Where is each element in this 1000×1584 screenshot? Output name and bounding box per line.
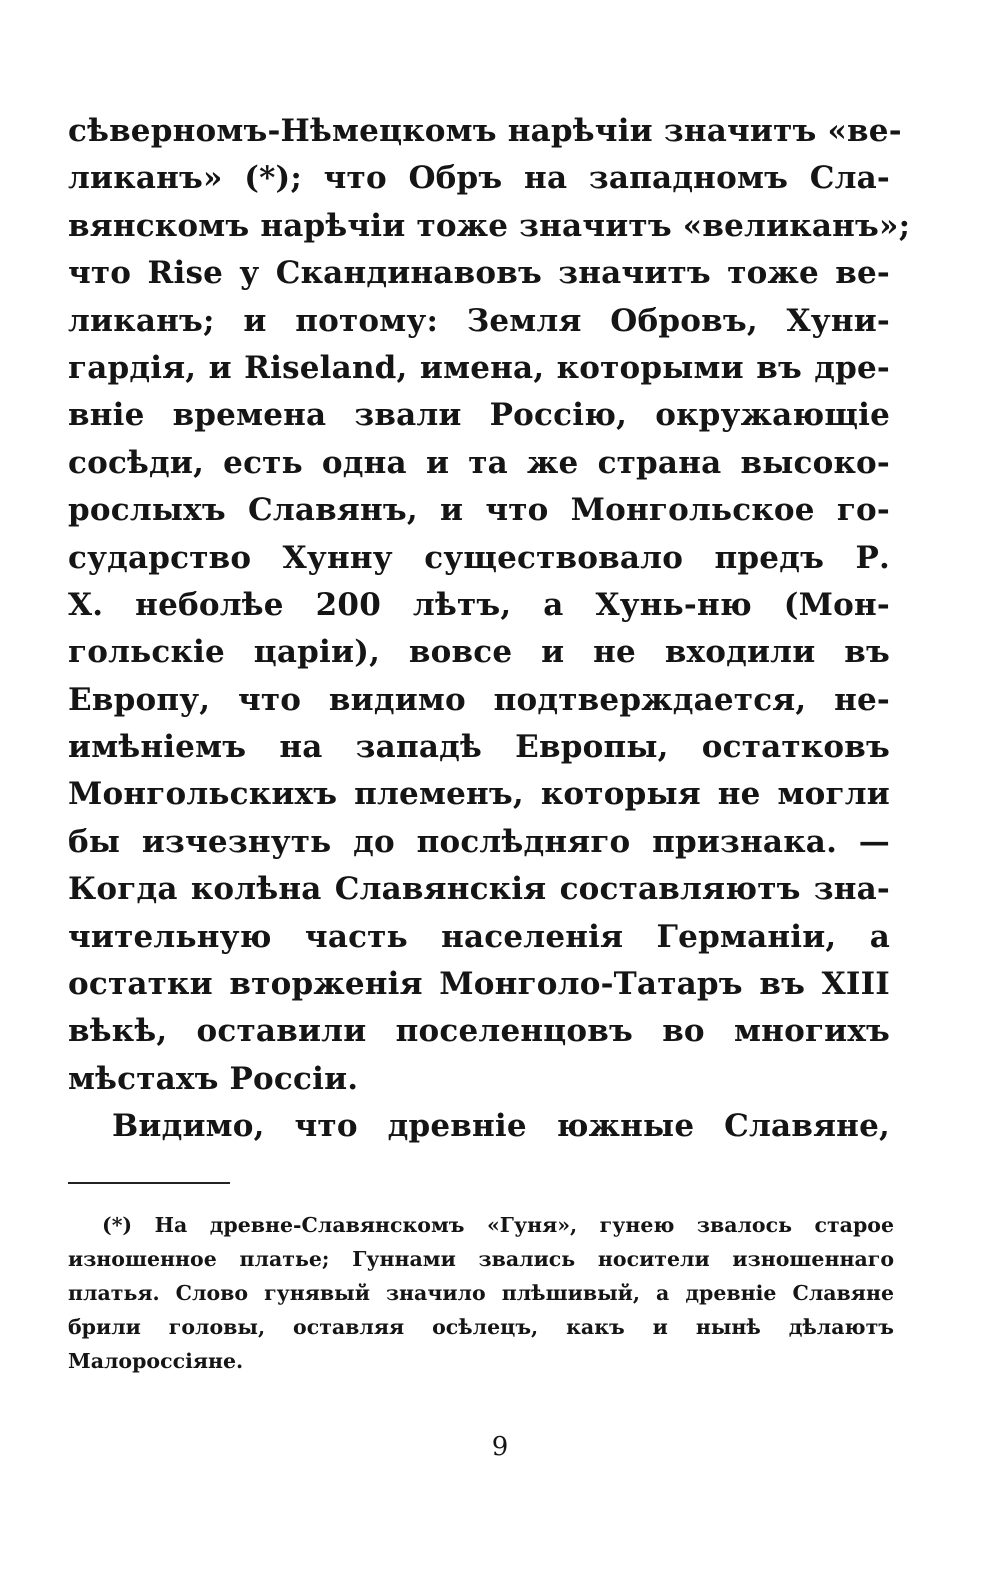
footnote-divider [68,1182,230,1184]
footnote-line: платья. Слово гунявый значило плѣшивый, а древніе Славяне [68,1281,894,1305]
text-line: Европу, что видимо подтверждается, не- [68,681,890,718]
text-line: рослыхъ Славянъ, и что Монгольское го- [68,492,890,529]
text-line: сосѣди, есть одна и та же страна высоко- [68,444,890,481]
text-line: ликанъ; и потому: Земля Обровъ, Хуни- [68,302,890,339]
text-line: имѣніемъ на западѣ Европы, остатковъ [68,729,890,766]
text-line: сударство Хунну существовало предъ Р. [68,539,890,576]
text-line: гольскіе царіи), вовсе и не входили въ [68,634,890,671]
text-line: вянскомъ нарѣчіи тоже значитъ «великанъ»; [68,207,911,244]
text-line: сѣверномъ-Нѣмецкомъ нарѣчіи значитъ «ве- [68,113,902,149]
text-line: что Rise у Скандинавовъ значитъ тоже ве- [68,255,890,292]
text-line: вніе времена звали Россію, окружающіе [68,397,890,434]
text-line: вѣкѣ, оставили поселенцовъ во многихъ [68,1013,890,1050]
paragraph-start-line: Видимо, что древніе южные Славяне, [112,1108,890,1145]
footnote-line: изношенное платье; Гуннами звались носители изношеннаго [68,1247,894,1271]
text-line: ликанъ» (*); что Обръ на западномъ Сла- [68,160,890,197]
text-line: Монгольскихъ племенъ, которыя не могли [68,776,890,813]
main-text [68,108,911,1151]
page-number: 9 [491,1432,509,1462]
paragraph-end-line: мѣстахъ Россіи. [68,1060,359,1097]
text-line: бы изчезнуть до послѣдняго признака. — [68,823,890,860]
footnote-line: Малороссіяне. [68,1349,244,1373]
text-line: Когда колѣна Славянскія составляютъ зна- [68,871,890,908]
text-line: чительную часть населенія Германіи, а [68,918,890,955]
footnote-line: (*) На древне-Славянскомъ «Гуня», гунею звалось старое [102,1213,894,1237]
text-line: остатки вторженія Монголо-Татаръ въ XIII [68,966,890,1003]
footnote [68,1208,894,1378]
text-line: гардія, и Riseland, имена, которыми въ дре- [68,349,890,386]
text-line: Х. неболѣе 200 лѣтъ, а Хунь-ню (Мон- [68,586,890,623]
footnote-line: брили головы, оставляя осѣлецъ, какъ и нынѣ дѣлаютъ [68,1315,894,1339]
